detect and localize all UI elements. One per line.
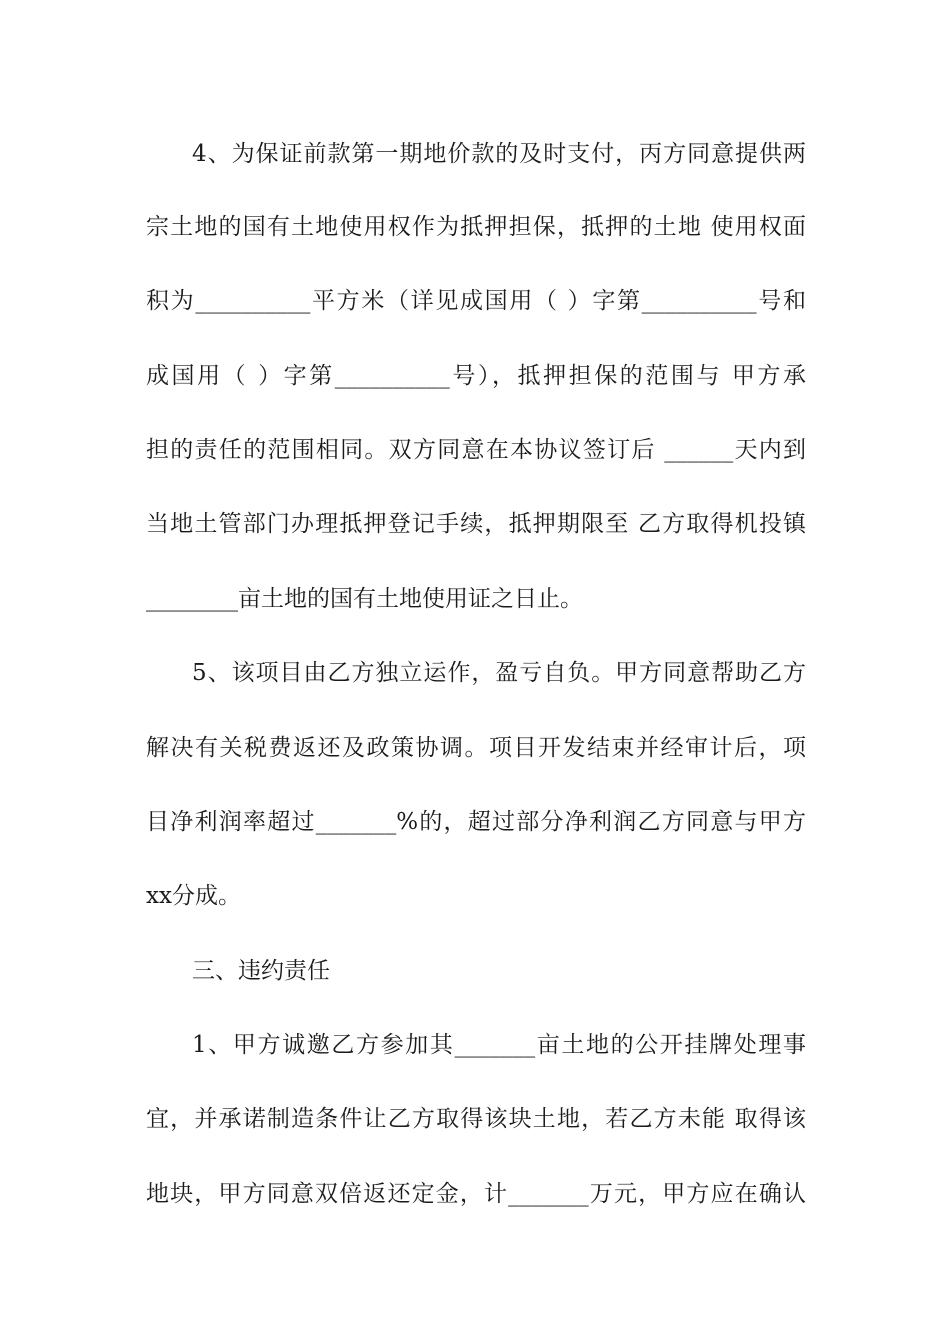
clause-5-line-3: 目净利润率超过_______%的，超过部分净利润乙方同意与甲方 <box>146 809 806 835</box>
clause-4-line-5: 担的责任的范围相同。双方同意在本协议签订后 ______天内到 <box>146 437 806 463</box>
clause-4-line-6: 当地土管部门办理抵押登记手续，抵押期限至 乙方取得机投镇 <box>146 511 806 537</box>
clause-4-line-3: 积为__________平方米（详见成国用（ ）字第__________号和 <box>146 288 806 314</box>
clause-5-line-4: xx分成。 <box>146 883 241 909</box>
breach-clause-1-line-3: 地块，甲方同意双倍返还定金，计_______万元，甲方应在确认 <box>146 1181 806 1207</box>
clause-4-line-7: ________亩土地的国有土地使用证之日止。 <box>146 586 583 612</box>
clause-4-line-2: 宗土地的国有土地使用权作为抵押担保，抵押的土地 使用权面 <box>146 214 806 240</box>
clause-4-line-1: 4、为保证前款第一期地价款的及时支付，丙方同意提供两 <box>192 141 806 167</box>
breach-clause-1-line-2: 宜，并承诺制造条件让乙方取得该块土地，若乙方未能 取得该 <box>146 1106 806 1132</box>
breach-clause-1-line-1: 1、甲方诚邀乙方参加其_______亩土地的公开挂牌处理事 <box>192 1032 806 1058</box>
clause-5-line-2: 解决有关税费返还及政策协调。项目开发结束并经审计后，项 <box>146 735 806 761</box>
clause-4-line-4: 成国用（ ）字第__________号），抵押担保的范围与 甲方承 <box>146 363 806 389</box>
section-heading-breach: 三、违约责任 <box>192 958 330 984</box>
clause-5-line-1: 5、该项目由乙方独立运作，盈亏自负。甲方同意帮助乙方 <box>192 660 806 686</box>
